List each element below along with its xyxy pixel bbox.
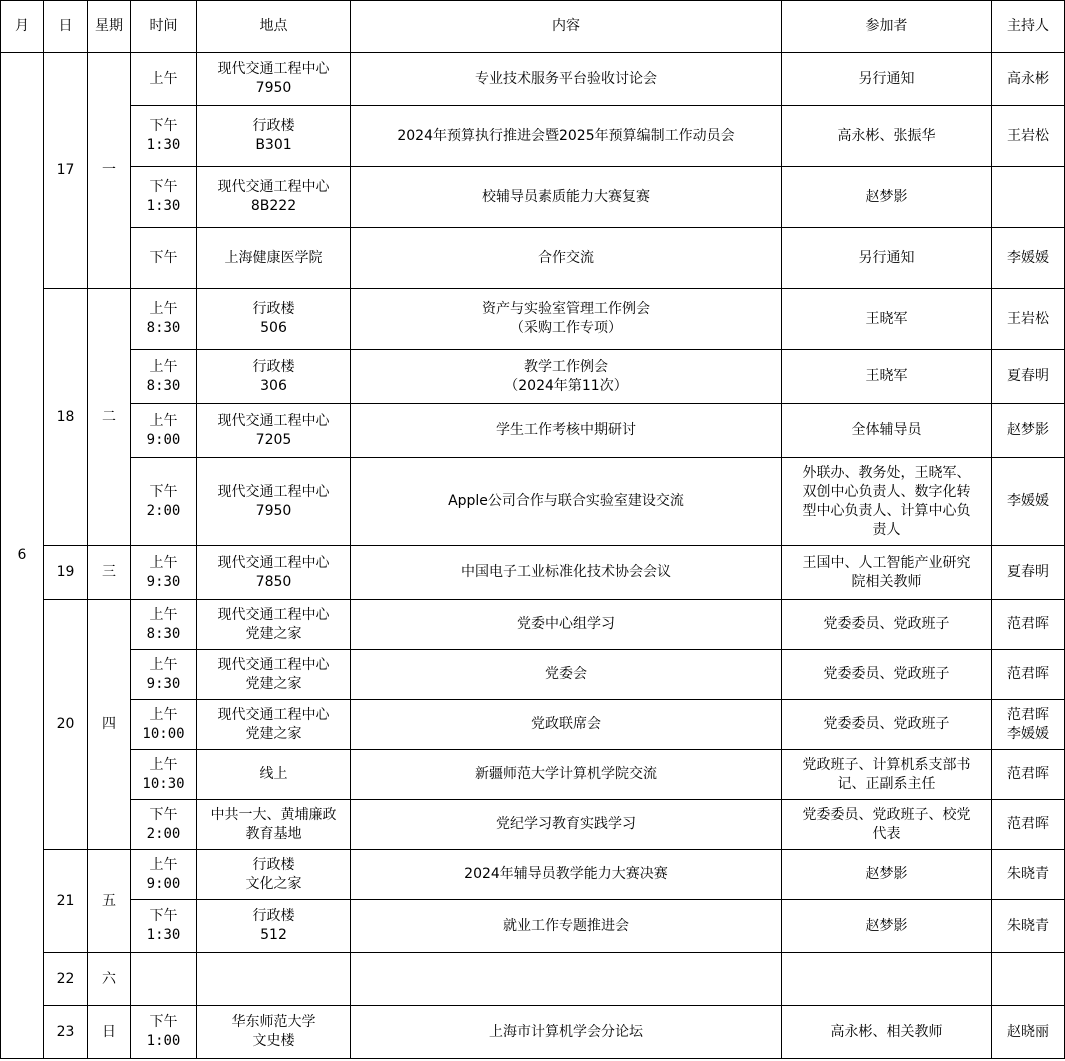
time-cell (131, 546, 197, 600)
content-cell-line: 就业工作专题推进会 (503, 917, 629, 934)
day-cell: 18 (44, 289, 88, 546)
participants-cell-line: 赵梦影 (865, 188, 908, 205)
place-cell (197, 228, 351, 289)
content-cell (351, 458, 782, 546)
time-cell (131, 850, 197, 900)
table-row (1, 650, 1065, 700)
content-cell (351, 404, 782, 458)
content-cell (351, 800, 782, 850)
time-cell-line: 上午 (149, 656, 178, 673)
place-cell-line: 行政楼 (252, 301, 295, 317)
place-cell-line: B301 (255, 137, 292, 153)
host-cell-line: 王岩松 (1007, 310, 1049, 327)
participants-cell-line: 赵梦影 (865, 866, 908, 882)
host-cell (992, 546, 1065, 600)
col-header-content: 内容 (351, 1, 782, 53)
place-cell (197, 1006, 351, 1059)
place-cell-line: 教育基地 (245, 825, 302, 842)
place-cell-line: 行政楼 (252, 908, 295, 924)
content-cell-line: 2024年预算执行推进会暨2025年预算编制工作动员会 (397, 127, 735, 144)
host-cell (992, 800, 1065, 850)
place-cell-line: 现代交通工程中心 (217, 412, 330, 429)
col-header-host: 主持人 (992, 1, 1065, 53)
col-header-time: 时间 (131, 1, 197, 53)
place-cell-line: 306 (260, 377, 287, 394)
place-cell (197, 546, 351, 600)
time-cell (131, 750, 197, 800)
content-cell-line: 党委会 (545, 666, 587, 682)
participants-cell (782, 953, 992, 1006)
place-cell-line: 现代交通工程中心 (217, 656, 330, 673)
time-cell (131, 953, 197, 1006)
table-row (1, 700, 1065, 750)
col-header-participants: 参加者 (782, 1, 992, 53)
time-cell-line: 下午 (149, 179, 178, 195)
participants-cell-line: 全体辅导员 (851, 422, 922, 438)
participants-cell-line: 双创中心负责人、数字化转 (802, 483, 971, 500)
time-cell-line: 上午 (149, 706, 178, 723)
content-cell-line: Apple公司合作与联合实验室建设交流 (448, 493, 684, 509)
weekday-cell: 四 (88, 600, 131, 850)
place-cell-line: 文史楼 (252, 1033, 295, 1049)
time-cell-line: 9:00 (146, 875, 181, 892)
weekday-cell: 日 (88, 1006, 131, 1059)
time-cell (131, 106, 197, 167)
place-cell (197, 404, 351, 458)
participants-cell-line: 另行通知 (858, 70, 915, 87)
day-cell: 23 (44, 1006, 88, 1059)
host-cell-line: 范君晖 (1007, 666, 1049, 682)
participants-cell (782, 900, 992, 953)
time-cell (131, 800, 197, 850)
table-row (1, 404, 1065, 458)
table-row (1, 106, 1065, 167)
participants-cell (782, 850, 992, 900)
participants-cell-line: 王晓军 (865, 368, 908, 384)
participants-cell-line: 另行通知 (858, 249, 915, 266)
host-cell-line: 朱晓青 (1007, 917, 1049, 934)
content-cell-line: 教学工作例会 (524, 358, 608, 375)
place-cell-line: 华东师范大学 (231, 1014, 316, 1030)
time-cell-line: 下午 (149, 249, 178, 266)
time-cell-line: 10:30 (142, 775, 185, 792)
participants-cell (782, 546, 992, 600)
host-cell-line: 李媛媛 (1007, 493, 1049, 509)
col-header-month: 月 (1, 1, 44, 53)
host-cell-line: 范君晖 (1007, 706, 1049, 723)
content-cell-line: 党纪学习教育实践学习 (496, 816, 636, 832)
day-cell: 19 (44, 546, 88, 600)
host-cell-line: 范君晖 (1007, 616, 1049, 632)
place-cell-line: 现代交通工程中心 (217, 554, 330, 571)
time-cell-line: 上午 (149, 756, 178, 773)
day-cell: 22 (44, 953, 88, 1006)
participants-cell (782, 289, 992, 350)
content-cell (351, 1006, 782, 1059)
time-cell-line: 下午 (149, 483, 178, 500)
participants-cell (782, 700, 992, 750)
table-row (1, 458, 1065, 546)
table-row (1, 600, 1065, 650)
day-cell: 21 (44, 850, 88, 953)
table-row (1, 167, 1065, 228)
host-cell (992, 106, 1065, 167)
host-cell-line: 夏春明 (1007, 368, 1049, 384)
time-cell (131, 404, 197, 458)
place-cell (197, 53, 351, 106)
month-cell: 6 (1, 53, 44, 1059)
table-row (1, 850, 1065, 900)
table-row (1, 800, 1065, 850)
content-cell-line: 上海市计算机学会分论坛 (489, 1023, 643, 1040)
time-cell (131, 650, 197, 700)
participants-cell-line: 王晓军 (865, 310, 908, 327)
time-cell-line: 1:00 (146, 1033, 181, 1049)
content-cell (351, 106, 782, 167)
table-row (1, 53, 1065, 106)
place-cell (197, 167, 351, 228)
participants-cell-line: 高永彬、张振华 (837, 127, 936, 144)
host-cell (992, 650, 1065, 700)
host-cell (992, 1006, 1065, 1059)
participants-cell (782, 228, 992, 289)
host-cell (992, 953, 1065, 1006)
table-row (1, 900, 1065, 953)
time-cell-line: 8:30 (146, 377, 181, 394)
place-cell-line: 中共一大、黄埔廉政 (210, 806, 337, 823)
header-row (1, 1, 1065, 53)
host-cell (992, 600, 1065, 650)
place-cell-line: 线上 (259, 766, 288, 782)
place-cell-line: 党建之家 (245, 625, 302, 642)
time-cell-line: 9:00 (146, 431, 181, 448)
participants-cell (782, 458, 992, 546)
time-cell-line: 1:30 (146, 137, 181, 153)
place-cell (197, 650, 351, 700)
participants-cell (782, 1006, 992, 1059)
time-cell (131, 600, 197, 650)
participants-cell (782, 350, 992, 404)
time-cell-line: 上午 (149, 358, 178, 375)
participants-cell-line: 党委委员、党政班子 (823, 716, 950, 732)
participants-cell-line: 代表 (872, 825, 901, 842)
content-cell-line: 党委中心组学习 (517, 616, 615, 632)
host-cell (992, 700, 1065, 750)
host-cell (992, 228, 1065, 289)
place-cell (197, 458, 351, 546)
content-cell-line: （采购工作专项） (510, 320, 622, 336)
participants-cell-line: 党政班子、计算机系支部书 (802, 756, 971, 773)
content-cell-line: 中国电子工业标准化技术协会会议 (461, 564, 671, 580)
place-cell-line: 上海健康医学院 (224, 249, 323, 266)
content-cell (351, 700, 782, 750)
place-cell-line: 7850 (255, 573, 292, 590)
host-cell-line: 高永彬 (1007, 70, 1049, 87)
host-cell (992, 350, 1065, 404)
content-cell-line: 合作交流 (538, 249, 594, 266)
place-cell (197, 600, 351, 650)
time-cell (131, 289, 197, 350)
time-cell-line: 下午 (149, 908, 178, 924)
weekday-cell: 三 (88, 546, 131, 600)
participants-cell-line: 责人 (872, 521, 901, 538)
time-cell-line: 下午 (149, 806, 178, 823)
host-cell-line: 夏春明 (1007, 564, 1049, 580)
place-cell-line: 行政楼 (252, 118, 295, 134)
table-row (1, 750, 1065, 800)
participants-cell-line: 党委委员、党政班子 (823, 666, 950, 682)
host-cell (992, 458, 1065, 546)
time-cell-line: 下午 (149, 1014, 178, 1030)
weekday-cell: 五 (88, 850, 131, 953)
participants-cell (782, 106, 992, 167)
content-cell (351, 289, 782, 350)
content-cell (351, 650, 782, 700)
time-cell-line: 9:30 (146, 573, 181, 590)
time-cell-line: 2:00 (146, 502, 181, 519)
place-cell-line: 现代交通工程中心 (217, 483, 330, 500)
time-cell-line: 9:30 (146, 675, 181, 692)
participants-cell (782, 800, 992, 850)
time-cell-line: 上午 (149, 301, 178, 317)
participants-cell-line: 型中心负责人、计算中心负 (802, 502, 971, 519)
participants-cell (782, 167, 992, 228)
host-cell-line: 赵晓丽 (1007, 1023, 1049, 1040)
place-cell-line: 行政楼 (252, 856, 295, 873)
col-header-day: 日 (44, 1, 88, 53)
content-cell (351, 167, 782, 228)
place-cell-line: 7205 (255, 431, 292, 448)
time-cell (131, 458, 197, 546)
time-cell-line: 2:00 (146, 825, 181, 842)
participants-cell-line: 院相关教师 (851, 573, 922, 590)
participants-cell (782, 650, 992, 700)
content-cell-line: 专业技术服务平台验收讨论会 (475, 70, 657, 87)
time-cell-line: 上午 (149, 70, 178, 87)
place-cell (197, 106, 351, 167)
content-cell-line: 2024年辅导员教学能力大赛决赛 (464, 866, 668, 882)
table-row (1, 1006, 1065, 1059)
host-cell-line: 朱晓青 (1007, 866, 1049, 882)
participants-cell (782, 53, 992, 106)
content-cell (351, 350, 782, 404)
participants-cell (782, 600, 992, 650)
place-cell-line: 8B222 (250, 198, 297, 214)
time-cell-line: 上午 (149, 856, 178, 873)
host-cell (992, 750, 1065, 800)
table-row (1, 546, 1065, 600)
place-cell (197, 700, 351, 750)
content-cell-line: 新疆师范大学计算机学院交流 (475, 766, 657, 782)
time-cell (131, 1006, 197, 1059)
weekday-cell: 六 (88, 953, 131, 1006)
content-cell (351, 900, 782, 953)
place-cell-line: 党建之家 (245, 725, 302, 742)
time-cell (131, 228, 197, 289)
host-cell (992, 167, 1065, 228)
participants-cell-line: 外联办、教务处，王晓军、 (802, 464, 971, 481)
content-cell (351, 750, 782, 800)
content-cell (351, 53, 782, 106)
participants-cell (782, 404, 992, 458)
place-cell-line: 7950 (255, 80, 292, 96)
host-cell (992, 404, 1065, 458)
weekday-cell: 二 (88, 289, 131, 546)
participants-cell-line: 党委委员、党政班子 (823, 616, 950, 632)
content-cell-line: 资产与实验室管理工作例会 (482, 301, 650, 317)
place-cell (197, 850, 351, 900)
place-cell-line: 行政楼 (252, 358, 295, 375)
time-cell-line: 下午 (149, 118, 178, 134)
time-cell-line: 1:30 (146, 927, 181, 943)
time-cell-line: 10:00 (142, 725, 185, 742)
place-cell-line: 文化之家 (245, 875, 302, 892)
place-cell (197, 800, 351, 850)
participants-cell-line: 党委委员、党政班子、校党 (802, 806, 971, 823)
place-cell-line: 512 (260, 927, 287, 943)
host-cell-line: 李媛媛 (1007, 249, 1049, 266)
time-cell (131, 700, 197, 750)
content-cell-line: 学生工作考核中期研讨 (496, 422, 636, 438)
table-row (1, 228, 1065, 289)
place-cell (197, 350, 351, 404)
content-cell-line: 党政联席会 (531, 716, 601, 732)
place-cell-line: 506 (260, 320, 287, 336)
place-cell-line: 党建之家 (245, 675, 302, 692)
host-cell-line: 王岩松 (1007, 127, 1049, 144)
place-cell-line: 现代交通工程中心 (217, 606, 330, 623)
place-cell-line: 现代交通工程中心 (217, 61, 330, 77)
place-cell-line: 现代交通工程中心 (217, 706, 330, 723)
weekday-cell: 一 (88, 53, 131, 289)
participants-cell-line: 赵梦影 (865, 917, 908, 934)
participants-cell-line: 记、正副系主任 (837, 775, 936, 792)
participants-cell (782, 750, 992, 800)
host-cell (992, 53, 1065, 106)
content-cell (351, 953, 782, 1006)
day-cell: 17 (44, 53, 88, 289)
time-cell (131, 900, 197, 953)
participants-cell-line: 王国中、人工智能产业研究 (802, 554, 971, 571)
time-cell-line: 8:30 (146, 625, 181, 642)
time-cell-line: 上午 (149, 606, 178, 623)
time-cell-line: 上午 (149, 412, 178, 429)
time-cell-line: 上午 (149, 554, 178, 571)
participants-cell-line: 高永彬、相关教师 (830, 1023, 943, 1040)
schedule-body (1, 53, 1065, 1059)
table-row (1, 289, 1065, 350)
place-cell (197, 953, 351, 1006)
content-cell-line: 校辅导员素质能力大赛复赛 (482, 188, 650, 205)
col-header-place: 地点 (197, 1, 351, 53)
host-cell-line: 赵梦影 (1007, 422, 1049, 438)
table-row (1, 953, 1065, 1006)
content-cell (351, 546, 782, 600)
content-cell-line: （2024年第11次） (504, 377, 628, 394)
place-cell (197, 900, 351, 953)
place-cell (197, 750, 351, 800)
time-cell (131, 53, 197, 106)
col-header-weekday: 星期 (88, 1, 131, 53)
place-cell-line: 现代交通工程中心 (217, 179, 330, 195)
time-cell (131, 350, 197, 404)
host-cell-line: 范君晖 (1007, 766, 1049, 782)
host-cell (992, 289, 1065, 350)
content-cell (351, 850, 782, 900)
time-cell-line: 8:30 (146, 320, 181, 336)
time-cell (131, 167, 197, 228)
table-row (1, 350, 1065, 404)
content-cell (351, 228, 782, 289)
host-cell (992, 850, 1065, 900)
content-cell (351, 600, 782, 650)
host-cell-line: 李媛媛 (1007, 725, 1049, 742)
place-cell (197, 289, 351, 350)
time-cell-line: 1:30 (146, 198, 181, 214)
day-cell: 20 (44, 600, 88, 850)
host-cell-line: 范君晖 (1007, 816, 1049, 832)
place-cell-line: 7950 (255, 502, 292, 519)
host-cell (992, 900, 1065, 953)
